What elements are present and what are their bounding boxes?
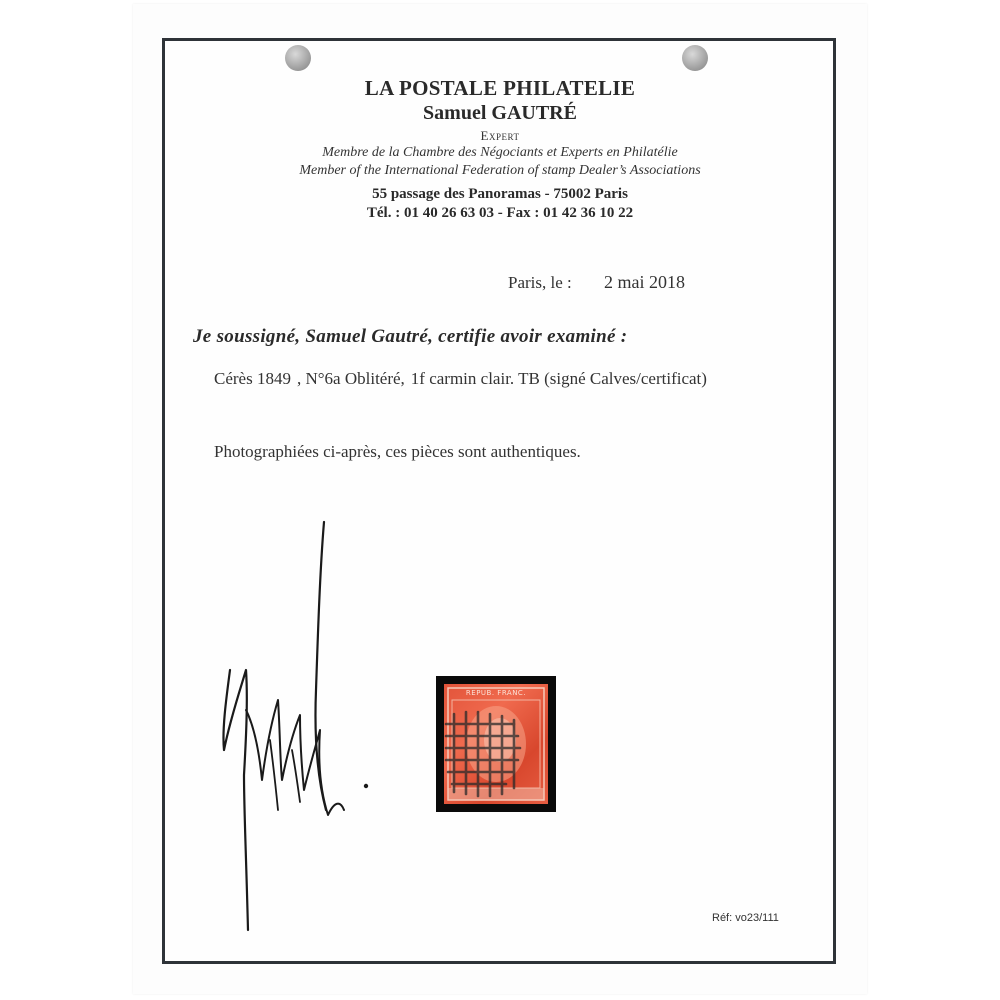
- item-number: , N°6a Oblitéré,: [296, 369, 405, 388]
- membership-english: Member of the International Federation of stamp Dealer’s Associations: [299, 163, 701, 178]
- item-stamp-name: Cérès 1849: [214, 369, 291, 388]
- membership-french: Membre de la Chambre des Négociants et Experts en Philatélie: [322, 145, 678, 160]
- phone-fax: Tél. : 01 40 26 63 03 - Fax : 01 42 36 10 22: [366, 205, 634, 221]
- handwritten-signature: [200, 510, 400, 950]
- certification-statement: Je soussigné, Samuel Gautré, certifie avoir examiné :: [193, 326, 628, 347]
- item-description: 1f carmin clair. TB (signé Calves/certificat): [410, 369, 707, 388]
- stamp-top-text: REPUB. FRANC.: [465, 689, 527, 697]
- stamp-artwork: [444, 684, 548, 804]
- date-line: [508, 272, 685, 293]
- punch-hole-right: [682, 45, 708, 71]
- punch-hole-left: [285, 45, 311, 71]
- stamp-photo-mount: [436, 676, 556, 812]
- expert-name: Samuel GAUTRÉ: [423, 102, 577, 124]
- company-name: LA POSTALE PHILATELIE: [364, 76, 636, 100]
- date-label: Paris, le :: [508, 273, 572, 292]
- expert-title: Expert: [480, 128, 520, 143]
- reference-number: Réf: vo23/111: [712, 912, 779, 924]
- authenticity-statement: Photographiées ci-après, ces pièces sont authentiques.: [214, 442, 581, 461]
- date-value: 2 mai 2018: [604, 272, 685, 292]
- examined-item: [214, 368, 734, 390]
- ceres-stamp-image: [444, 684, 548, 804]
- address: 55 passage des Panoramas - 75002 Paris: [372, 186, 628, 202]
